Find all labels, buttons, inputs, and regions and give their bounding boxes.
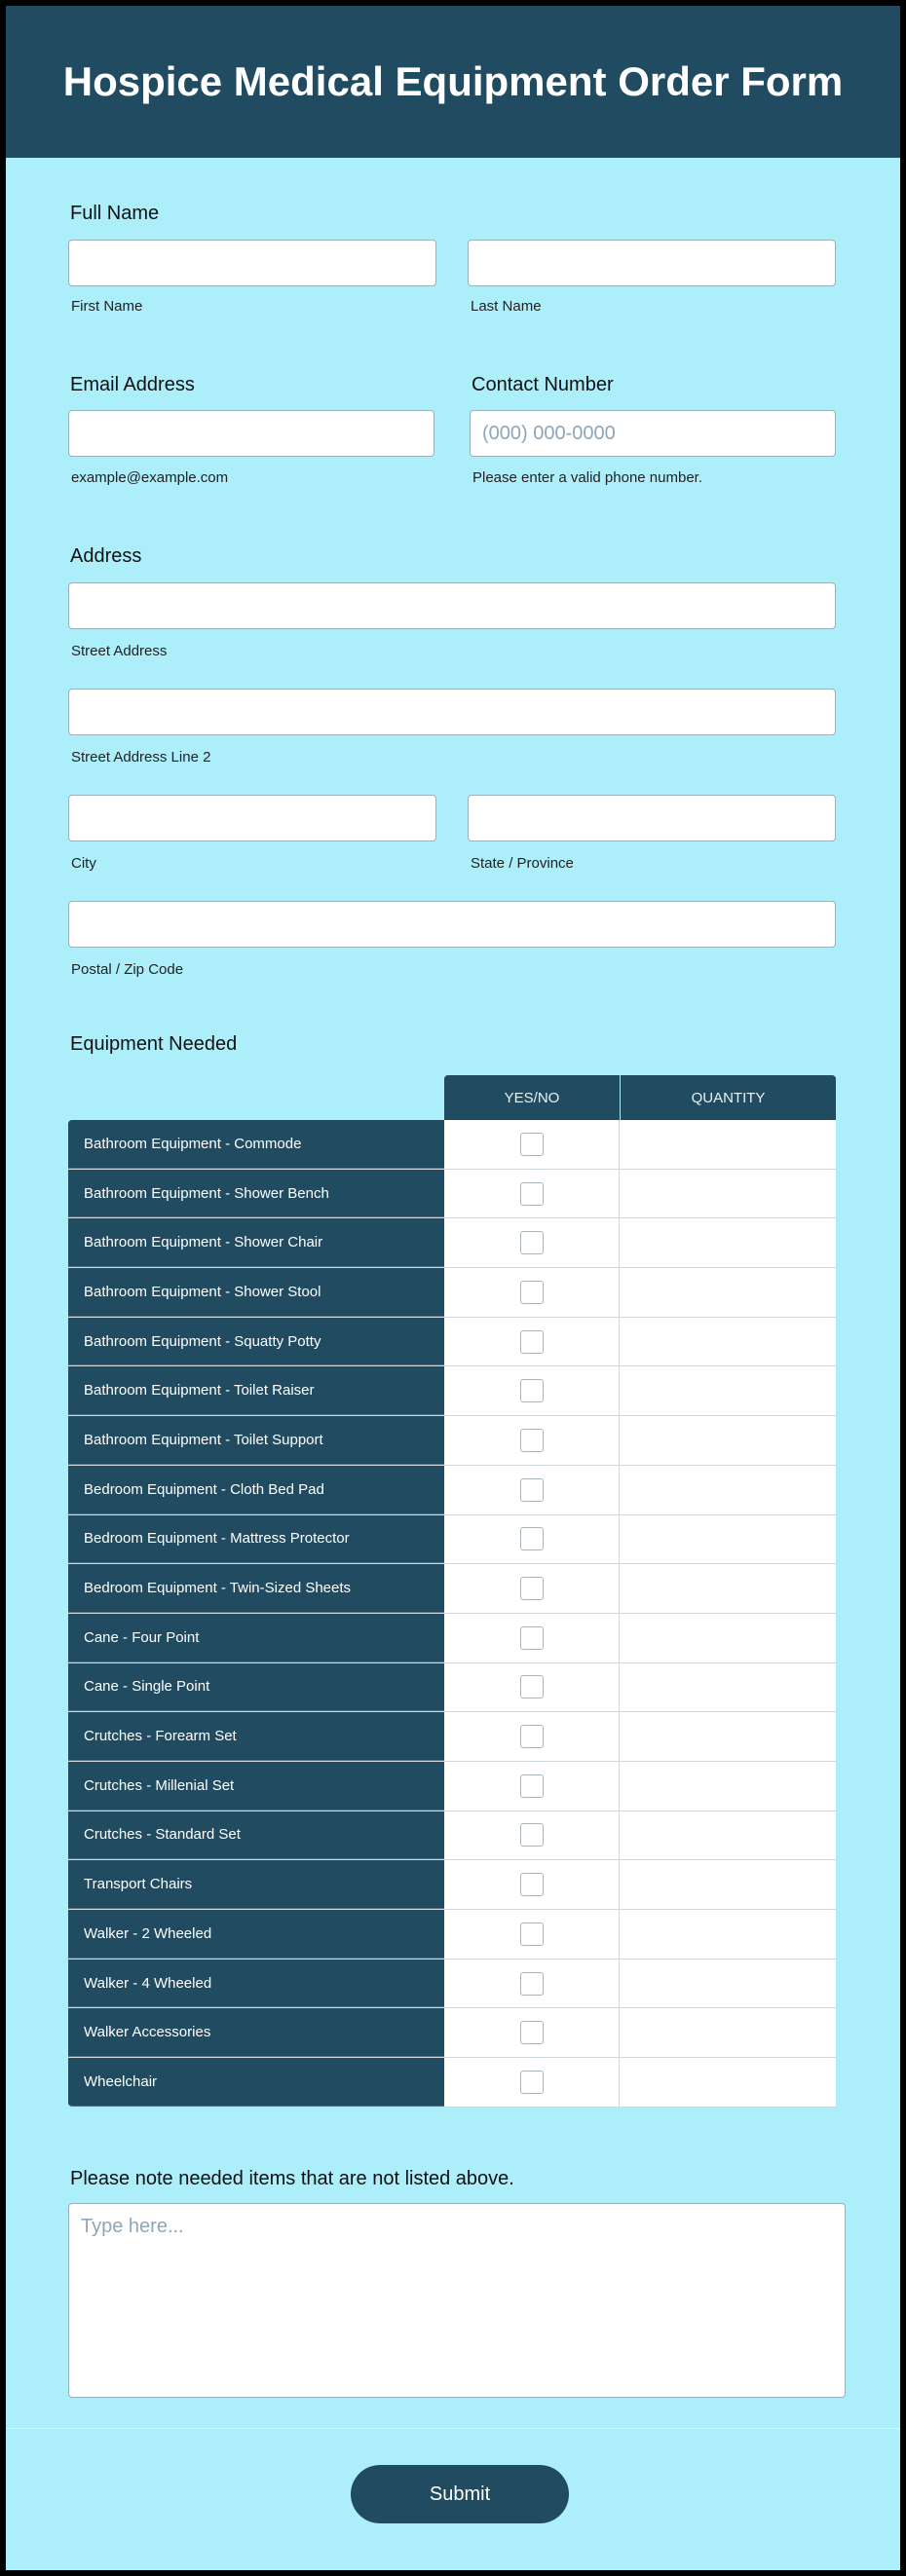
- equipment-name: Bedroom Equipment - Twin-Sized Sheets: [68, 1564, 444, 1613]
- yes-checkbox[interactable]: [520, 1626, 544, 1650]
- quantity-cell[interactable]: [620, 1416, 836, 1465]
- quantity-cell[interactable]: [620, 1910, 836, 1959]
- table-row: [68, 1663, 836, 1713]
- yes-checkbox[interactable]: [520, 1527, 544, 1550]
- quantity-cell[interactable]: [620, 1564, 836, 1613]
- quantity-cell[interactable]: [620, 1614, 836, 1662]
- form-header: [6, 6, 900, 158]
- table-row: [68, 1564, 836, 1614]
- postal-code-sublabel: Postal / Zip Code: [71, 961, 184, 978]
- quantity-cell[interactable]: [620, 1515, 836, 1564]
- equipment-name: Walker - 2 Wheeled: [68, 1910, 444, 1959]
- equipment-name: Bathroom Equipment - Commode: [68, 1120, 444, 1169]
- last-name-sublabel: Last Name: [471, 298, 542, 315]
- street-address-sublabel: Street Address: [71, 643, 168, 659]
- equipment-name: Transport Chairs: [68, 1860, 444, 1909]
- yes-checkbox[interactable]: [520, 1873, 544, 1896]
- city-input[interactable]: [68, 795, 436, 841]
- postal-code-input[interactable]: [68, 901, 836, 948]
- phone-input[interactable]: [470, 410, 836, 457]
- table-row: [68, 1318, 836, 1367]
- table-row: [68, 1218, 836, 1268]
- equipment-label: Equipment Needed: [70, 1033, 238, 1055]
- quantity-cell[interactable]: [620, 1366, 836, 1415]
- yes-checkbox[interactable]: [520, 1231, 544, 1254]
- street-address-line2-sublabel: Street Address Line 2: [71, 749, 211, 765]
- yes-checkbox[interactable]: [520, 1133, 544, 1156]
- equipment-name: Cane - Single Point: [68, 1663, 444, 1712]
- table-row: [68, 1910, 836, 1960]
- equipment-name: Bathroom Equipment - Shower Chair: [68, 1218, 444, 1267]
- form-page: [6, 6, 900, 2570]
- yes-checkbox[interactable]: [520, 1330, 544, 1354]
- table-row: [68, 1416, 836, 1466]
- table-row: [68, 1960, 836, 2009]
- yes-checkbox[interactable]: [520, 2021, 544, 2044]
- yes-checkbox[interactable]: [520, 1429, 544, 1452]
- state-sublabel: State / Province: [471, 855, 574, 872]
- table-row: [68, 1268, 836, 1318]
- equipment-name: Walker - 4 Wheeled: [68, 1960, 444, 2008]
- table-row: [68, 2058, 836, 2108]
- quantity-cell[interactable]: [620, 1120, 836, 1169]
- table-row: [68, 1614, 836, 1663]
- street-address-input[interactable]: [68, 582, 836, 629]
- table-row: [68, 1170, 836, 1219]
- table-row: [68, 1811, 836, 1861]
- yes-checkbox[interactable]: [520, 1725, 544, 1748]
- email-sublabel: example@example.com: [71, 469, 229, 486]
- yes-checkbox[interactable]: [520, 1182, 544, 1206]
- quantity-cell[interactable]: [620, 1811, 836, 1860]
- quantity-cell[interactable]: [620, 1762, 836, 1811]
- street-address-line2-input[interactable]: [68, 689, 836, 735]
- email-label: Email Address: [70, 374, 195, 395]
- email-input[interactable]: [68, 410, 434, 457]
- yes-checkbox[interactable]: [520, 1923, 544, 1946]
- quantity-cell[interactable]: [620, 1318, 836, 1366]
- equipment-name: Crutches - Forearm Set: [68, 1712, 444, 1761]
- phone-sublabel: Please enter a valid phone number.: [472, 469, 702, 486]
- equipment-name: Bathroom Equipment - Squatty Potty: [68, 1318, 444, 1366]
- equipment-name: Bedroom Equipment - Cloth Bed Pad: [68, 1466, 444, 1514]
- yes-checkbox[interactable]: [520, 1774, 544, 1798]
- first-name-input[interactable]: [68, 240, 436, 286]
- equipment-name: Bathroom Equipment - Shower Stool: [68, 1268, 444, 1317]
- column-header-quantity: QUANTITY: [621, 1075, 836, 1120]
- submit-button[interactable]: Submit: [351, 2465, 569, 2523]
- quantity-cell[interactable]: [620, 1663, 836, 1712]
- state-input[interactable]: [468, 795, 836, 841]
- table-row: [68, 1120, 836, 1170]
- quantity-cell[interactable]: [620, 1268, 836, 1317]
- table-row: [68, 2008, 836, 2058]
- yes-checkbox[interactable]: [520, 1972, 544, 1996]
- form-title: Hospice Medical Equipment Order Form: [62, 58, 844, 104]
- first-name-sublabel: First Name: [71, 298, 143, 315]
- notes-label: Please note needed items that are not listed above.: [70, 2168, 514, 2189]
- quantity-cell[interactable]: [620, 1712, 836, 1761]
- yes-checkbox[interactable]: [520, 1379, 544, 1402]
- equipment-name: Bathroom Equipment - Toilet Raiser: [68, 1366, 444, 1415]
- yes-checkbox[interactable]: [520, 1478, 544, 1502]
- yes-checkbox[interactable]: [520, 1577, 544, 1600]
- table-row: [68, 1466, 836, 1515]
- table-row: [68, 1712, 836, 1762]
- yes-checkbox[interactable]: [520, 1281, 544, 1304]
- equipment-name: Wheelchair: [68, 2058, 444, 2107]
- equipment-name: Bathroom Equipment - Shower Bench: [68, 1170, 444, 1218]
- quantity-cell[interactable]: [620, 1466, 836, 1514]
- quantity-cell[interactable]: [620, 1860, 836, 1909]
- equipment-name: Cane - Four Point: [68, 1614, 444, 1662]
- phone-label: Contact Number: [472, 374, 614, 395]
- yes-checkbox[interactable]: [520, 1823, 544, 1847]
- equipment-name: Bathroom Equipment - Toilet Support: [68, 1416, 444, 1465]
- full-name-label: Full Name: [70, 203, 160, 224]
- equipment-name: Bedroom Equipment - Mattress Protector: [68, 1515, 444, 1564]
- table-row: [68, 1366, 836, 1416]
- table-row: [68, 1762, 836, 1811]
- yes-checkbox[interactable]: [520, 1675, 544, 1699]
- yes-checkbox[interactable]: [520, 2071, 544, 2094]
- column-header-yes-no: YES/NO: [444, 1075, 620, 1120]
- address-label: Address: [70, 545, 142, 567]
- quantity-cell[interactable]: [620, 1218, 836, 1267]
- quantity-cell[interactable]: [620, 1960, 836, 2008]
- equipment-name: Crutches - Millenial Set: [68, 1762, 444, 1811]
- equipment-name: Crutches - Standard Set: [68, 1811, 444, 1860]
- footer-divider: [6, 2428, 900, 2429]
- table-row: [68, 1860, 836, 1910]
- equipment-name: Walker Accessories: [68, 2008, 444, 2057]
- quantity-cell[interactable]: [620, 2058, 836, 2107]
- last-name-input[interactable]: [468, 240, 836, 286]
- city-sublabel: City: [71, 855, 96, 872]
- quantity-cell[interactable]: [620, 1170, 836, 1218]
- table-row: [68, 1515, 836, 1565]
- equipment-table: [68, 1120, 836, 2108]
- quantity-cell[interactable]: [620, 2008, 836, 2057]
- notes-textarea[interactable]: [68, 2203, 846, 2398]
